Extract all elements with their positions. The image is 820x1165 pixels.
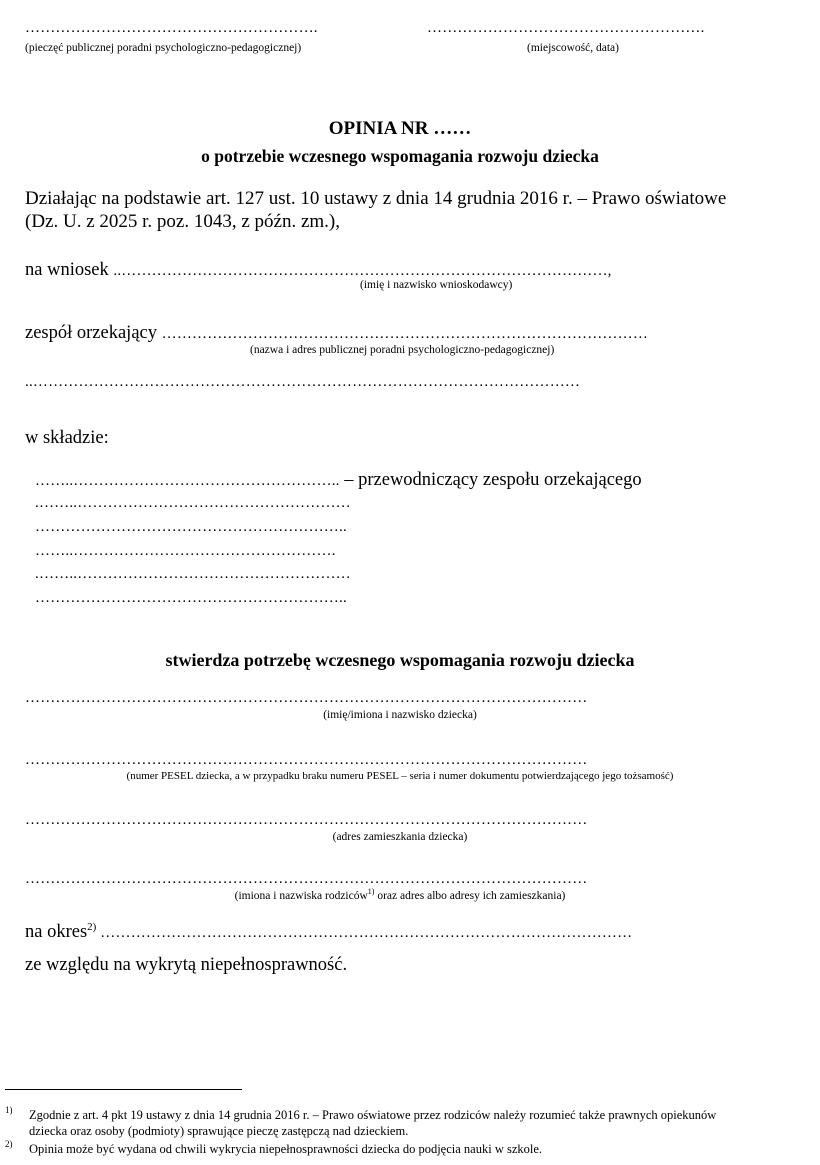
footnote-ref-1: 1) [367,887,375,897]
legal-basis-line1: Działając na podstawie art. 127 ust. 10 ustawy z dnia 14 grudnia 2016 r. – Prawo oświatowe [25,188,727,209]
composition-label: w składzie: [25,428,109,448]
member-field[interactable]: ……..……………………………………………. [35,543,336,559]
applicant-label: na wniosek [25,260,109,280]
chair-role: – przewodniczący zespołu orzekającego [344,470,642,490]
period-row [25,922,632,943]
parents-caption [0,887,800,902]
applicant-row [25,260,612,281]
team-field-continuation[interactable]: ..……………………………………………………………………………………………… [25,374,581,390]
team-row [25,323,648,344]
team-label: zespół orzekający [25,323,157,343]
stamp-line[interactable]: …………………………………………………. [25,20,318,36]
place-date-line[interactable]: ………………………………………………. [427,20,705,36]
child-address-field[interactable]: ………………………………………………………………………………………………… [25,812,588,828]
footnote-1-line2: dziecka oraz osoby (podmioty) sprawujące pieczę zastępczą nad dzieckiem. [29,1124,409,1138]
parents-caption-text: (imiona i nazwiska rodziców [234,890,368,902]
period-label: na okres [25,922,88,942]
reason-text: ze względu na wykrytą niepełnosprawność. [25,955,348,975]
period-field[interactable]: …………………………………………………………………………………………… [96,925,633,941]
member-field[interactable]: .……..……………………………………………… [35,495,351,511]
applicant-field[interactable]: ..……………………………………………………………………………………, [113,263,612,279]
member-field[interactable]: .……..……………………………………………… [35,566,351,582]
footnote-1-line1: Zgodnie z art. 4 pkt 19 ustawy z dnia 14 grudnia 2016 r. – Prawo oświatowe przez rodziców należy rozumieć także prawnych opiekunów [29,1108,717,1122]
decision-heading: stwierdza potrzebę wczesnego wspomagania rozwoju dziecka [165,650,635,670]
child-name-field[interactable]: ………………………………………………………………………………………………… [25,690,588,706]
team-field[interactable]: …………………………………………………………………………………… [161,326,649,342]
footnote-separator [5,1089,242,1090]
footnote-ref-2: 2) [87,920,97,933]
chair-row [35,470,642,491]
document-subtitle: o potrzebie wczesnego wspomagania rozwoju dziecka [201,146,599,166]
member-field[interactable]: …………………………………………………….. [35,519,347,535]
team-caption: (nazwa i adres publicznej poradni psychologiczno-pedagogicznej) [250,344,555,356]
chair-field[interactable]: ……..…………………………………………….. [35,473,340,489]
footnote-2-line1: Opinia może być wydana od chwili wykrycia niepełnosprawności dziecka do podjęcia nauki w szkole. [29,1142,543,1156]
member-field[interactable]: …………………………………………………….. [35,590,347,606]
legal-basis-line2: (Dz. U. z 2025 r. poz. 1043, z późn. zm.), [25,211,341,232]
applicant-caption: (imię i nazwisko wnioskodawcy) [360,279,513,291]
parents-field[interactable]: ………………………………………………………………………………………………… [25,871,588,887]
document-title: OPINIA NR …… [328,118,472,139]
footnote-mark-1: 1) [5,1105,13,1115]
child-name-caption: (imię/imiona i nazwisko dziecka) [323,709,477,721]
child-pesel-field[interactable]: ………………………………………………………………………………………………… [25,752,588,768]
child-address-caption: (adres zamieszkania dziecka) [332,831,468,843]
footnote-mark-2: 2) [5,1139,13,1149]
child-pesel-caption: (numer PESEL dziecka, a w przypadku braku numeru PESEL – seria i numer dokumentu potwierdzającego jego tożsamość) [126,770,674,782]
parents-caption-text-2: oraz adres albo adresy ich zamieszkania) [374,890,566,902]
place-date-caption: (miejscowość, data) [527,42,619,54]
stamp-caption: (pieczęć publicznej poradni psychologiczno-pedagogicznej) [25,42,302,54]
